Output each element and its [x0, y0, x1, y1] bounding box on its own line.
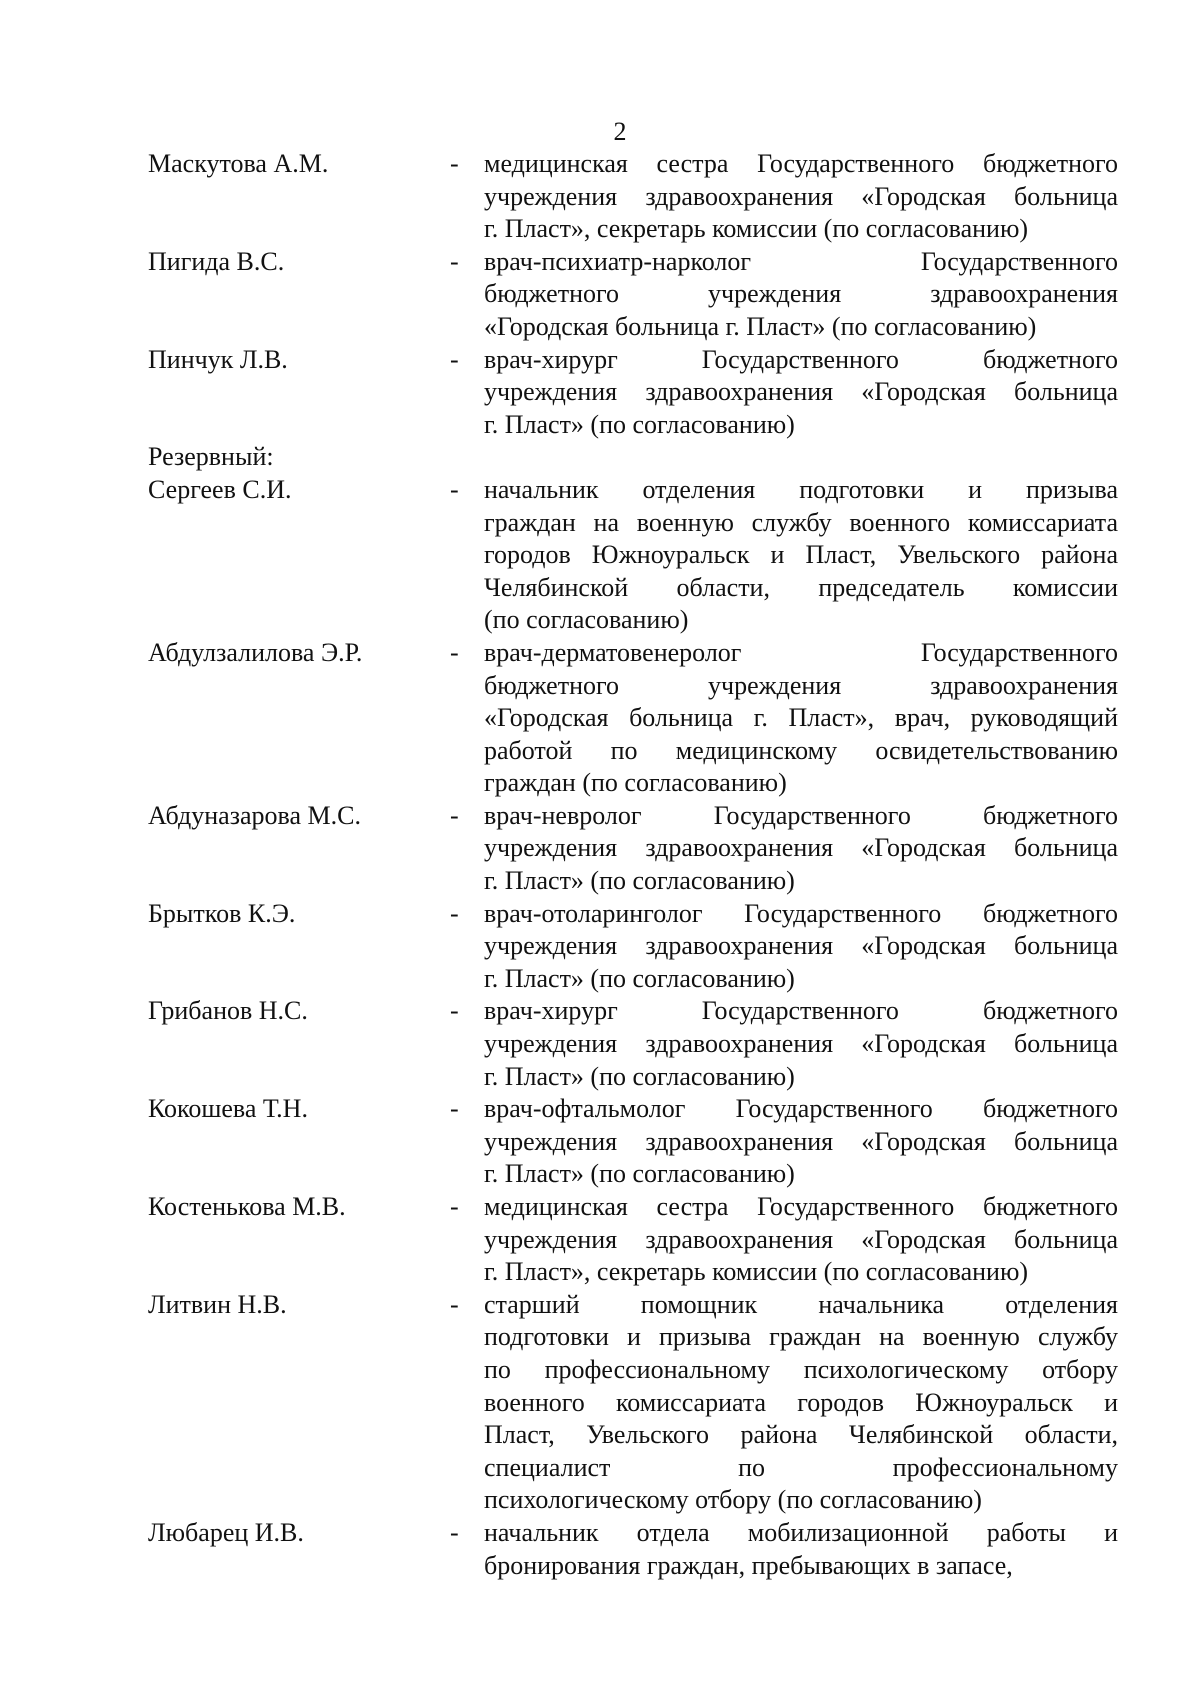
member-row [148, 1191, 1128, 1289]
member-dash: - [450, 474, 459, 504]
member-row [148, 344, 1128, 442]
member-dash: - [450, 246, 459, 276]
description-line: г. Пласт» (по согласованию) [484, 963, 795, 993]
description-line: врач-невролог Государственного бюджетного [484, 800, 1118, 830]
description-line: (по согласованию) [484, 605, 689, 635]
description-line: «Городская больница г. Пласт», врач, руководящий [484, 703, 1118, 733]
member-row [148, 995, 1128, 1093]
member-row [148, 637, 1128, 800]
page-number: 2 [613, 117, 627, 146]
description-line: учреждения здравоохранения «Городская больница [484, 1126, 1118, 1156]
member-dash: - [450, 898, 459, 928]
description-line: граждан (по согласованию) [484, 768, 787, 798]
reserve-members [148, 474, 1128, 1582]
description-line: старший помощник начальника отделения [484, 1289, 1118, 1319]
description-line: «Городская больница г. Пласт» (по согласованию) [484, 311, 1037, 341]
description-line: начальник отдела мобилизационной работы и [484, 1517, 1118, 1547]
member-dash: - [450, 1094, 459, 1124]
description-line: начальник отделения подготовки и призыва [484, 474, 1118, 504]
member-description [484, 1517, 1118, 1582]
member-name: Абдуназарова М.С. [148, 800, 361, 830]
member-name: Любарец И.В. [148, 1517, 304, 1547]
member-name: Кокошева Т.Н. [148, 1094, 308, 1124]
description-line: учреждения здравоохранения «Городская больница [484, 181, 1118, 211]
description-line: граждан на военную службу военного комиссариата [484, 507, 1118, 537]
description-line: бюджетного учреждения здравоохранения [484, 670, 1118, 700]
description-line: бюджетного учреждения здравоохранения [484, 279, 1118, 309]
member-description [484, 898, 1118, 996]
member-description [484, 148, 1118, 246]
description-line: врач-отоларинголог Государственного бюджетного [484, 898, 1118, 928]
member-name: Сергеев С.И. [148, 474, 292, 504]
description-line: учреждения здравоохранения «Городская больница [484, 377, 1118, 407]
member-dash: - [450, 344, 459, 374]
member-description [484, 1093, 1118, 1191]
description-line: г. Пласт» (по согласованию) [484, 1159, 795, 1189]
member-description [484, 1191, 1118, 1289]
member-row [148, 246, 1128, 344]
description-line: работой по медицинскому освидетельствованию [484, 735, 1118, 765]
member-row [148, 800, 1128, 898]
member-name: Грибанов Н.С. [148, 996, 308, 1026]
member-description [484, 344, 1118, 442]
member-name: Пинчук Л.В. [148, 344, 288, 374]
commission-members-list [148, 148, 1128, 1582]
description-line: бронирования граждан, пребывающих в запасе, [484, 1550, 1013, 1580]
description-line: г. Пласт» (по согласованию) [484, 409, 795, 439]
description-line: психологическому отбору (по согласованию) [484, 1485, 982, 1515]
description-line: учреждения здравоохранения «Городская больница [484, 833, 1118, 863]
member-row [148, 1289, 1128, 1517]
description-line: по профессиональному психологическому отбору [484, 1354, 1118, 1384]
member-dash: - [450, 1517, 459, 1547]
member-name: Литвин Н.В. [148, 1289, 287, 1319]
member-dash: - [450, 996, 459, 1026]
description-line: учреждения здравоохранения «Городская больница [484, 931, 1118, 961]
member-description [484, 800, 1118, 898]
member-name: Абдулзалилова Э.Р. [148, 637, 363, 667]
description-line: Челябинской области, председатель комиссии [484, 572, 1118, 602]
member-dash: - [450, 1289, 459, 1319]
description-line: г. Пласт», секретарь комиссии (по согласованию) [484, 1257, 1029, 1287]
description-line: Пласт, Увельского района Челябинской области, [484, 1420, 1118, 1450]
member-dash: - [450, 800, 459, 830]
description-line: медицинская сестра Государственного бюджетного [484, 149, 1118, 178]
member-name: Брытков К.Э. [148, 898, 296, 928]
description-line: г. Пласт» (по согласованию) [484, 866, 795, 896]
member-description [484, 246, 1118, 344]
member-row [148, 148, 1128, 246]
reserve-heading: Резервный: [148, 442, 274, 472]
member-description [484, 474, 1118, 637]
description-line: учреждения здравоохранения «Городская больница [484, 1224, 1118, 1254]
member-row [148, 474, 1128, 637]
description-line: медицинская сестра Государственного бюджетного [484, 1192, 1118, 1221]
description-line: военного комиссариата городов Южноуральск и [484, 1387, 1118, 1417]
member-row [148, 1093, 1128, 1191]
description-line: врач-офтальмолог Государственного бюджетного [484, 1094, 1118, 1124]
description-line: врач-дерматовенеролог Государственного [484, 637, 1118, 667]
member-name: Маскутова А.М. [148, 149, 329, 178]
description-line: специалист по профессиональному [484, 1452, 1118, 1482]
description-line: врач-хирург Государственного бюджетного [484, 996, 1118, 1026]
member-dash: - [450, 1192, 459, 1221]
member-name: Пигида В.С. [148, 246, 285, 276]
member-dash: - [450, 637, 459, 667]
description-line: г. Пласт», секретарь комиссии (по согласованию) [484, 214, 1029, 244]
member-name: Костенькова М.В. [148, 1192, 346, 1221]
description-line: г. Пласт» (по согласованию) [484, 1061, 795, 1091]
description-line: учреждения здравоохранения «Городская больница [484, 1029, 1118, 1059]
member-description [484, 995, 1118, 1093]
member-description [484, 637, 1118, 800]
main-members [148, 148, 1128, 441]
description-line: врач-хирург Государственного бюджетного [484, 344, 1118, 374]
description-line: врач-психиатр-нарколог Государственного [484, 246, 1118, 276]
member-row [148, 898, 1128, 996]
description-line: подготовки и призыва граждан на военную службу [484, 1322, 1118, 1352]
member-description [484, 1289, 1118, 1517]
member-dash: - [450, 149, 459, 178]
description-line: городов Южноуральск и Пласт, Увельского района [484, 540, 1118, 570]
member-row [148, 1517, 1128, 1582]
